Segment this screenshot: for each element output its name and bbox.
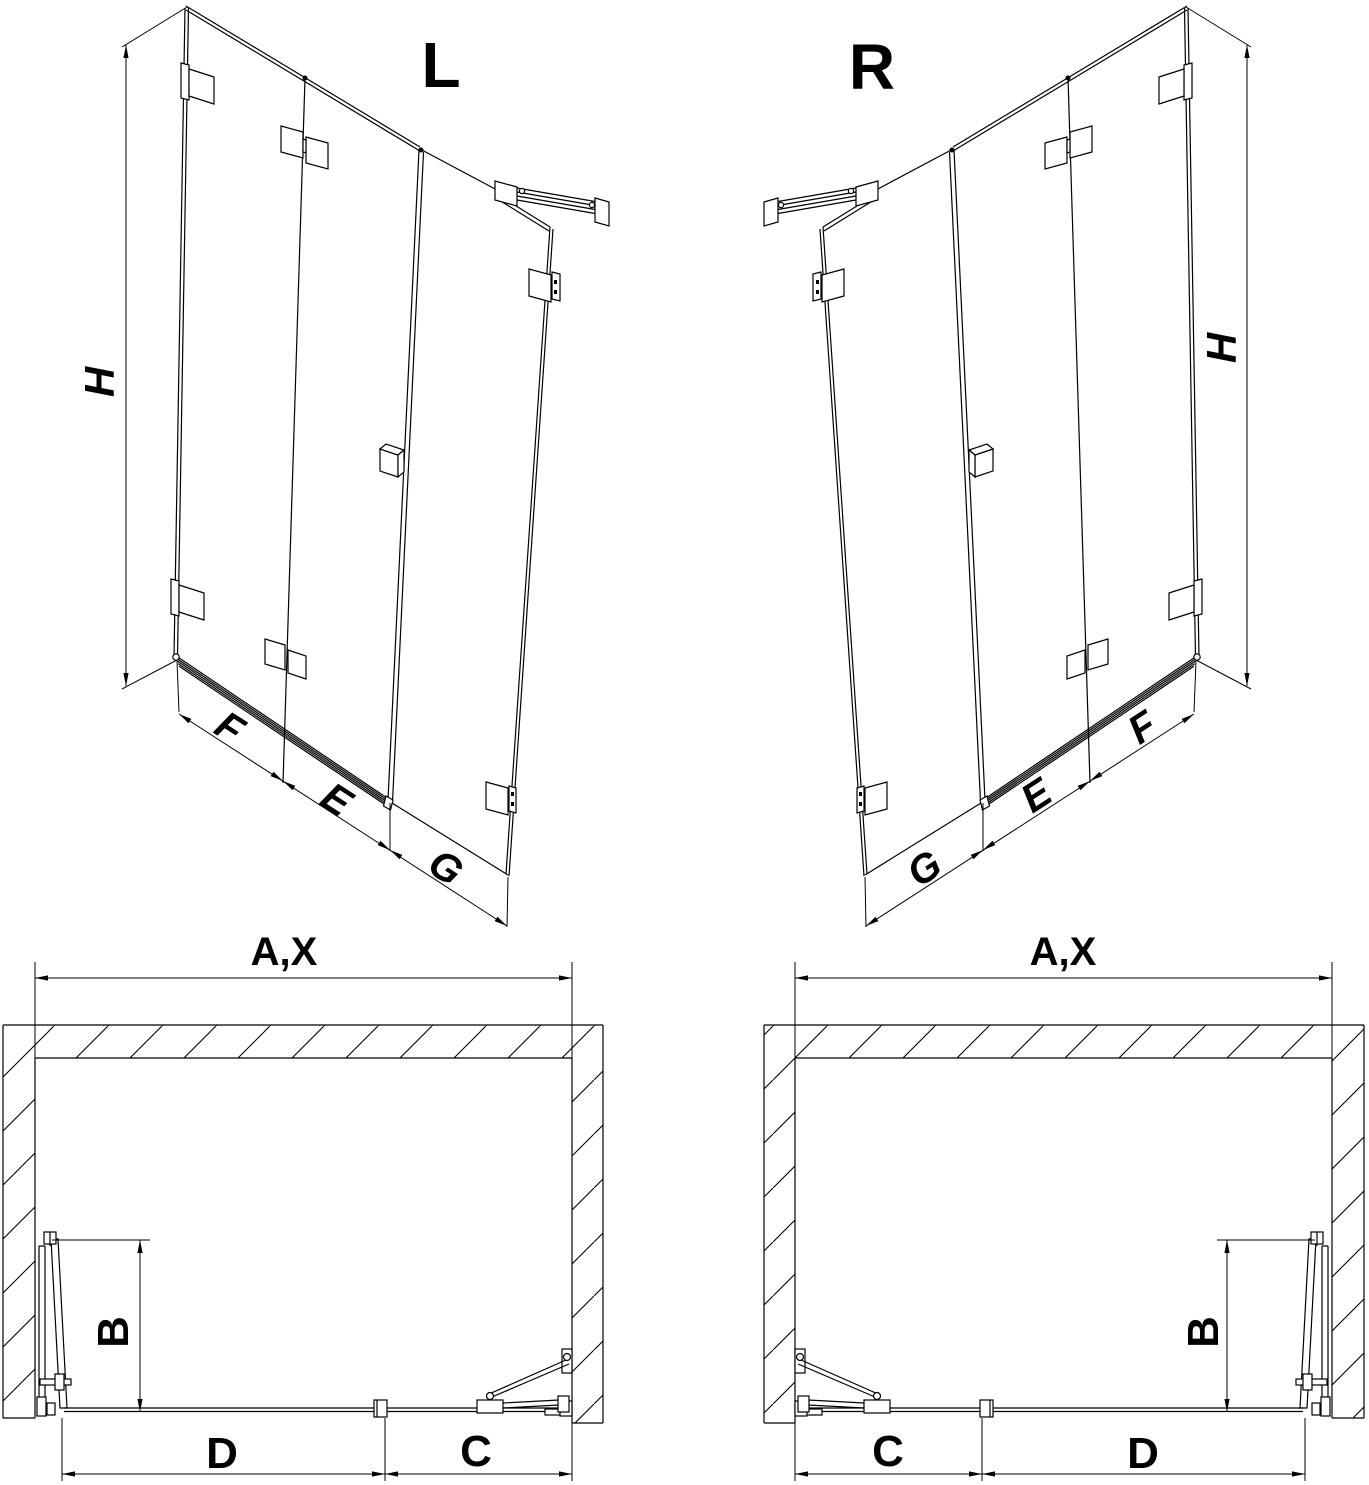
panel-e-label-right: E <box>1013 770 1060 822</box>
support-arm <box>495 181 609 226</box>
wall-brackets <box>813 63 1202 815</box>
width-ax-label-right: A,X <box>1029 930 1097 974</box>
panel-g-label-left: G <box>420 840 471 895</box>
segment-d-label-left: D <box>206 1429 238 1478</box>
door-knob <box>380 444 404 477</box>
segment-c-label-left: C <box>460 1427 492 1476</box>
labels <box>76 29 1245 1478</box>
dimension-b <box>1217 1240 1315 1412</box>
variant-l-label: L <box>421 29 461 101</box>
folded-door-plan <box>1296 1232 1330 1416</box>
height-h-label-left: H <box>76 366 123 398</box>
segment-d-label-right: D <box>1127 1429 1159 1478</box>
hinges <box>265 126 328 679</box>
walls-hatched <box>3 1025 603 1423</box>
width-ax-label-left: A,X <box>250 930 318 974</box>
height-h-label-right: H <box>1198 332 1245 364</box>
wall-brackets <box>171 63 560 815</box>
folded-door-plan <box>37 1232 71 1416</box>
depth-b-label-right: B <box>1179 1316 1228 1348</box>
panel-f-label-right: F <box>1120 702 1165 753</box>
walls-hatched <box>764 1025 1364 1423</box>
left-plan-linework <box>3 962 603 1481</box>
right-3d-linework <box>764 6 1251 928</box>
variant-r-label: R <box>848 31 896 103</box>
door-knob <box>969 444 993 477</box>
panel-e-label-left: E <box>313 774 360 826</box>
segment-c-label-right: C <box>872 1427 904 1476</box>
support-arm-plan <box>477 1349 572 1413</box>
dimension-cd <box>62 1418 572 1481</box>
support-arm-plan <box>795 1349 890 1413</box>
depth-b-label-left: B <box>89 1316 138 1348</box>
hinges <box>1045 126 1108 679</box>
left-3d-linework <box>122 6 609 928</box>
panel-f-label-left: F <box>207 702 252 753</box>
right-plan-linework <box>764 962 1364 1481</box>
support-arm <box>764 181 878 226</box>
panel-g-label-right: G <box>899 841 950 896</box>
